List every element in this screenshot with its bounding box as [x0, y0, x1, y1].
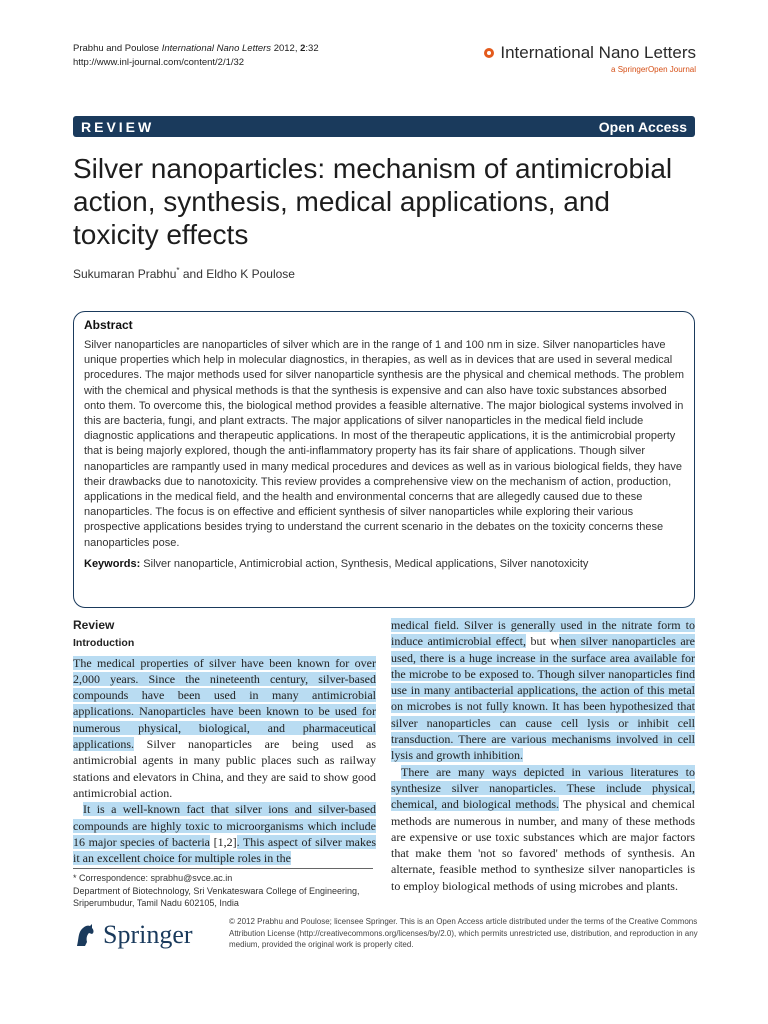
keywords-label: Keywords:	[84, 557, 141, 570]
license-text: © 2012 Prabhu and Poulose; licensee Springer. This is an Open Access article distributed under the terms of the Creative Commons Attribution License (http://creativecommons.org/licenses/by/2.0), which permits unrestricted use, distribution, and reproduction in any medium, provided the original work is properly cited.	[229, 917, 698, 949]
abstract-heading: Abstract	[84, 318, 133, 332]
author-2: and Eldho K Poulose	[182, 267, 295, 281]
abstract-text: Silver nanoparticles are nanoparticles of silver which are in the range of 1 and 100 nm in size. Silver nanoparticles have unique properties which help in molecular diagnostics, in therapies, as well as in devices that are used in several medical procedures. The major methods used for silver nanoparticle synthesis are the physical and chemical methods. The problem with the chemical and physical methods is that the synthesis is expensive and can also have toxic substances absorbed onto them. To overcome this, the biological method provides a feasible alternative. The major biological systems involved in this are bacteria, fungi, and plant extracts. The major applications of silver nanoparticles in the medical field include diagnostic applications and therapeutic applications. In most of the therapeutic applications, it is the antimicrobial property that is being majorly explored, though the anti-inflammatory property has its fair share of applications. Though silver nanoparticles are rampantly used in many medical procedures and devices as well as in various biological fields, they have their drawbacks due to nanotoxicity. This review provides a comprehensive view on the mechanism of action, production, applications in the medical field, and the health and environmental concerns that are allegedly caused due to these nanoparticles. The focus is on effective and efficient synthesis of silver nanoparticles while exploring their various prospective applications besides trying to understand the current scenario in the debates on the toxicity concerns these nanoparticles pose.	[84, 339, 685, 549]
keywords	[84, 557, 684, 572]
corresponding-mark: *	[176, 266, 180, 275]
cite-volume: 2	[300, 43, 306, 54]
article-url[interactable]: http://www.inl-journal.com/content/2/1/32	[73, 57, 245, 68]
highlighted-text: medical field. Silver is generally used in the nitrate form to induce antimicrobial effect,	[391, 618, 695, 649]
springer-horse-icon	[73, 922, 97, 948]
affiliation: Department of Biotechnology, Sri Venkateswara College of Engineering, Sriperumbudur, Tamil Nadu 602105, India	[73, 885, 360, 908]
paragraph	[73, 655, 376, 802]
body-text: Silver nanoparticles are being used as antimicrobial agents in many public places such as railway stations and elevators in China, and they are said to show good antimicrobial action.	[73, 737, 376, 800]
abstract-box	[73, 311, 695, 608]
journal-name: International Nano Letters	[500, 43, 696, 62]
section-heading: Review	[73, 618, 115, 632]
cite-journal: International Nano Letters	[161, 43, 272, 54]
article-title: Silver nanoparticles: mechanism of antimicrobial action, synthesis, medical applications, and toxicity effects	[73, 153, 673, 250]
highlighted-text: Though silver nanoparticles find use in many antibacterial applications, the action of this metal on microbes is not fully known. It has been hypothesized that silver nanoparticles can cause cell lysis or inhibit cell transduction. There are various mechanisms involved in cell lysis and growth inhibition.	[391, 666, 695, 763]
springer-logo	[73, 920, 193, 950]
body-text: The physical and chemical methods are numerous in number, and many of these methods are expensive or use toxic substances which are major factors that make them 'not so favored' methods of synthesis. An alternate, feasible method to synthesize silver nanoparticles is to employ biological methods of using microbes and plants.	[391, 797, 695, 893]
paragraph	[391, 617, 695, 764]
journal-subtitle: a SpringerOpen Journal	[611, 65, 696, 74]
article-type-bar	[73, 116, 695, 137]
paragraph	[391, 764, 695, 894]
highlighted-text: hen silver nanoparticles are used, there is a huge increase in the surface area available for the microbe to be exposed to.	[391, 634, 696, 681]
open-access-label: Open Access	[598, 118, 687, 135]
journal-branding	[484, 43, 696, 74]
article-type: REVIEW	[81, 118, 155, 135]
correspondence-email[interactable]: * Correspondence: sprabhu@svce.ac.in	[73, 873, 233, 883]
cite-year: 2012,	[273, 43, 298, 54]
citation-header	[73, 42, 319, 70]
right-column	[391, 617, 695, 894]
paragraph	[73, 801, 376, 866]
author-1: Sukumaran Prabhu	[73, 267, 177, 281]
correspondence-footnote	[73, 868, 373, 910]
reference-link[interactable]: [1,2]	[210, 834, 237, 849]
keywords-text: Silver nanoparticle, Antimicrobial action, Synthesis, Medical applications, Silver nanotoxicity	[140, 557, 589, 570]
highlighted-text: The medical properties of silver have been known for over 2,000 years. Since the nineteenth century, silver-based compounds have been used in many antimicrobial applications. Nanoparticles have been known to be used for numerous physical, biological, and pharmaceutical applications.	[73, 655, 376, 752]
cite-issue: :32	[305, 43, 319, 54]
body-text: but w	[526, 634, 559, 649]
highlighted-text: There are many ways depicted in various literatures to synthesize silver nanoparticles. These include physical, chemical, and biological methods.	[391, 764, 695, 812]
publisher-name: Springer	[103, 920, 193, 949]
subsection-heading: Introduction	[73, 637, 135, 650]
left-column	[73, 617, 376, 866]
highlighted-text: It is a well-known fact that silver ions and silver-based compounds are highly toxic to microorganisms which include 16 major species of bacteria	[73, 802, 376, 849]
journal-logo-icon	[484, 48, 494, 58]
cite-authors: Prabhu and Poulose	[73, 43, 160, 54]
author-list	[73, 266, 295, 281]
highlighted-text: . This aspect of silver makes it an excellent choice for multiple roles in the	[73, 834, 376, 866]
